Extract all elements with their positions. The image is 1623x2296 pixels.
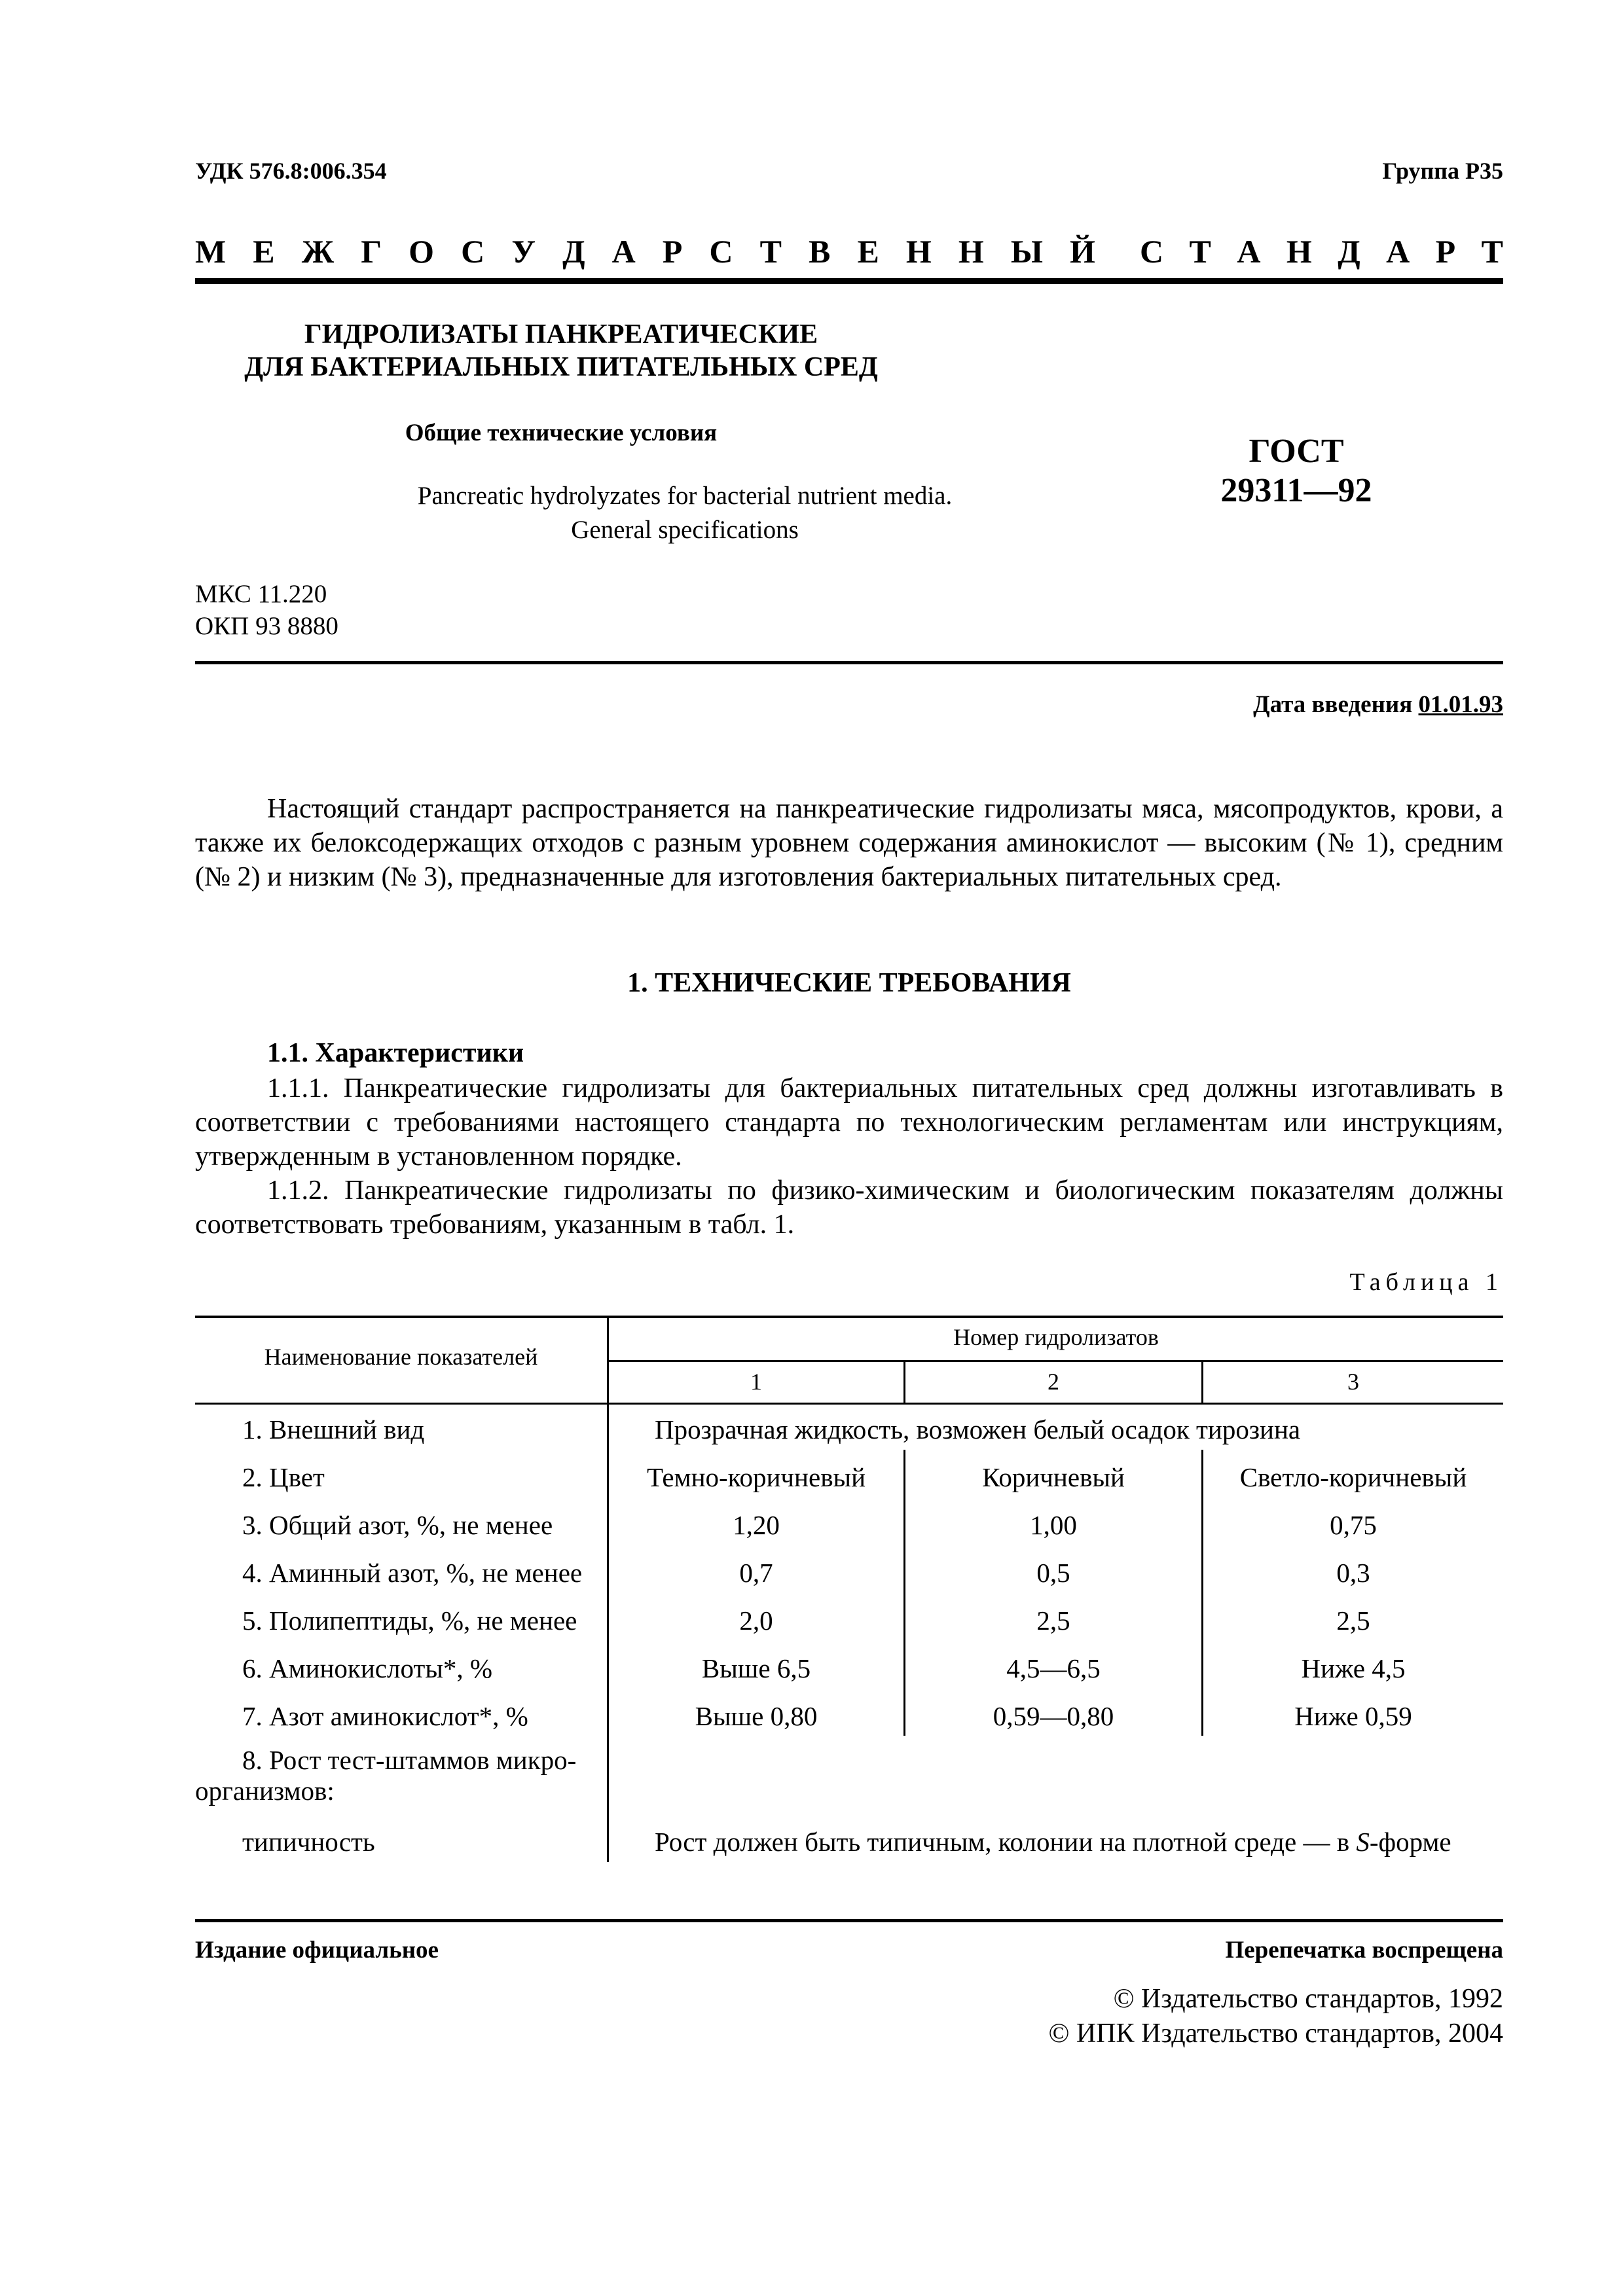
- table-cell-col-2: 2,5: [1036, 1605, 1070, 1636]
- copyright-2004: © ИПК Издательство стандартов, 2004: [1048, 2018, 1503, 2049]
- table-vline-name: [607, 1316, 609, 1862]
- row-growth-name-line-1: 8. Рост тест-штаммов микро-: [242, 1745, 577, 1775]
- table-cell-col-2: 4,5—6,5: [1006, 1653, 1101, 1683]
- table-cell-col-1: 1,20: [733, 1510, 780, 1540]
- title-line-2: ДЛЯ БАКТЕРИАЛЬНЫХ ПИТАТЕЛЬНЫХ СРЕД: [244, 352, 878, 382]
- effective-date-value: 01.01.93: [1418, 691, 1503, 718]
- subtitle: Общие технические условия: [405, 420, 718, 446]
- reprint-prohibited: Перепечатка воспрещена: [1225, 1937, 1503, 1964]
- row-growth-name-line-2: организмов:: [195, 1776, 335, 1806]
- table-cell-col-2: Коричневый: [982, 1462, 1125, 1492]
- header-col-2: 2: [1048, 1369, 1059, 1395]
- table-cell-col-2: 1,00: [1030, 1510, 1077, 1540]
- gost-number: 29311—92: [1220, 472, 1372, 509]
- paragraph-1-1-2: 1.1.2. Панкреатические гидролизаты по физико-химическим и биологическим показателям должны соответствовать требованиям, указанным в табл. 1.: [195, 1175, 1503, 1240]
- table-cell-col-2: 0,5: [1036, 1558, 1070, 1588]
- table-row-name: 5. Полипептиды, %, не менее: [242, 1605, 577, 1636]
- footer-rule: [195, 1919, 1503, 1922]
- header-parameter-name: Наименование показателей: [264, 1344, 538, 1370]
- table-cell-col-3: 0,3: [1336, 1558, 1370, 1588]
- table-cell-col-1: Темно-коричневый: [646, 1462, 866, 1492]
- header-col-3: 3: [1347, 1369, 1359, 1395]
- copyright-1992: © Издательство стандартов, 1992: [1113, 1984, 1503, 2014]
- table-cell-col-1: 0,7: [739, 1558, 773, 1588]
- table-cell-col-3: Ниже 4,5: [1301, 1653, 1406, 1683]
- table-caption: Таблица 1: [1349, 1268, 1503, 1296]
- row-appearance-name: 1. Внешний вид: [242, 1414, 425, 1444]
- table-cell-col-1: Выше 0,80: [695, 1701, 818, 1731]
- gost-label: ГОСТ: [1249, 433, 1344, 470]
- effective-date-label: Дата введения: [1253, 691, 1413, 718]
- table-cell-col-3: 0,75: [1330, 1510, 1377, 1540]
- table-cell-col-3: Ниже 0,59: [1294, 1701, 1412, 1731]
- table-row-name: 2. Цвет: [242, 1462, 325, 1492]
- table-cell-col-1: 2,0: [739, 1605, 773, 1636]
- subsection-title: 1.1. Характеристики: [267, 1038, 524, 1068]
- header-hydrolyzate-number: Номер гидролизатов: [953, 1324, 1159, 1350]
- table-header-mid-border: [609, 1360, 1503, 1362]
- banner-left: М Е Ж Г О С У Д А Р С Т В Е Н Н Ы Й: [195, 233, 1095, 270]
- row-typicality-name: типичность: [242, 1827, 375, 1857]
- middle-rule: [195, 661, 1503, 664]
- interstate-standard-banner: [195, 232, 1503, 270]
- intro-paragraph: Настоящий стандарт распространяется на панкреатические гидролизаты мяса, мясопродуктов, крови, а также их белоксодержащих отходов с разным уровнем содержания аминокислот — высоким (№ 1), средним (№ 2) и низким (№ 3), предназначенные для изготовления бактериальных питательных сред.: [195, 794, 1503, 892]
- typicality-text-a: Рост должен быть типичным, колонии на плотной среде — в: [655, 1827, 1357, 1857]
- mks-code: МКС 11.220: [195, 580, 327, 608]
- english-title-line-2: General specifications: [571, 516, 799, 544]
- table-cell-col-1: Выше 6,5: [701, 1653, 811, 1683]
- typicality-text-b: -форме: [1369, 1827, 1451, 1857]
- title-line-1: ГИДРОЛИЗАТЫ ПАНКРЕАТИЧЕСКИЕ: [304, 319, 818, 350]
- table-row-name: 6. Аминокислоты*, %: [242, 1653, 493, 1683]
- table-cell-col-3: Светло-коричневый: [1239, 1462, 1467, 1492]
- okp-code: ОКП 93 8880: [195, 612, 338, 640]
- table-cell-col-2: 0,59—0,80: [993, 1701, 1114, 1731]
- table-row-name: 3. Общий азот, %, не менее: [242, 1510, 553, 1540]
- header-col-1: 1: [750, 1369, 762, 1395]
- row-appearance-value: Прозрачная жидкость, возможен белый осадок тирозина: [655, 1414, 1301, 1444]
- section-title: 1. ТЕХНИЧЕСКИЕ ТРЕБОВАНИЯ: [627, 968, 1071, 998]
- group-code: Группа Р35: [1382, 158, 1503, 184]
- table-row-name: 4. Аминный азот, %, не менее: [242, 1558, 583, 1588]
- udk-code: УДК 576.8:006.354: [195, 158, 387, 184]
- official-edition: Издание официальное: [195, 1937, 439, 1964]
- table-cell-col-3: 2,5: [1336, 1605, 1370, 1636]
- english-title-line-1: Pancreatic hydrolyzates for bacterial nutrient media.: [417, 482, 953, 510]
- table-row-name: 7. Азот аминокислот*, %: [242, 1701, 528, 1731]
- table-top-border: [195, 1316, 1503, 1318]
- typicality-s-form: S: [1356, 1827, 1370, 1857]
- table-header-bottom-border: [195, 1403, 1503, 1405]
- top-rule: [195, 278, 1503, 284]
- effective-date: [1253, 691, 1503, 719]
- row-typicality-value: [655, 1826, 1451, 1857]
- paragraph-1-1-1: 1.1.1. Панкреатические гидролизаты для бактериальных питательных сред должны изготавливать в соответствии с требованиями настоящего стандарта по технологическим регламентам или инструкциям, утвержденным в установленном порядке.: [195, 1073, 1503, 1172]
- banner-right: С Т А Н Д А Р Т: [1140, 233, 1503, 270]
